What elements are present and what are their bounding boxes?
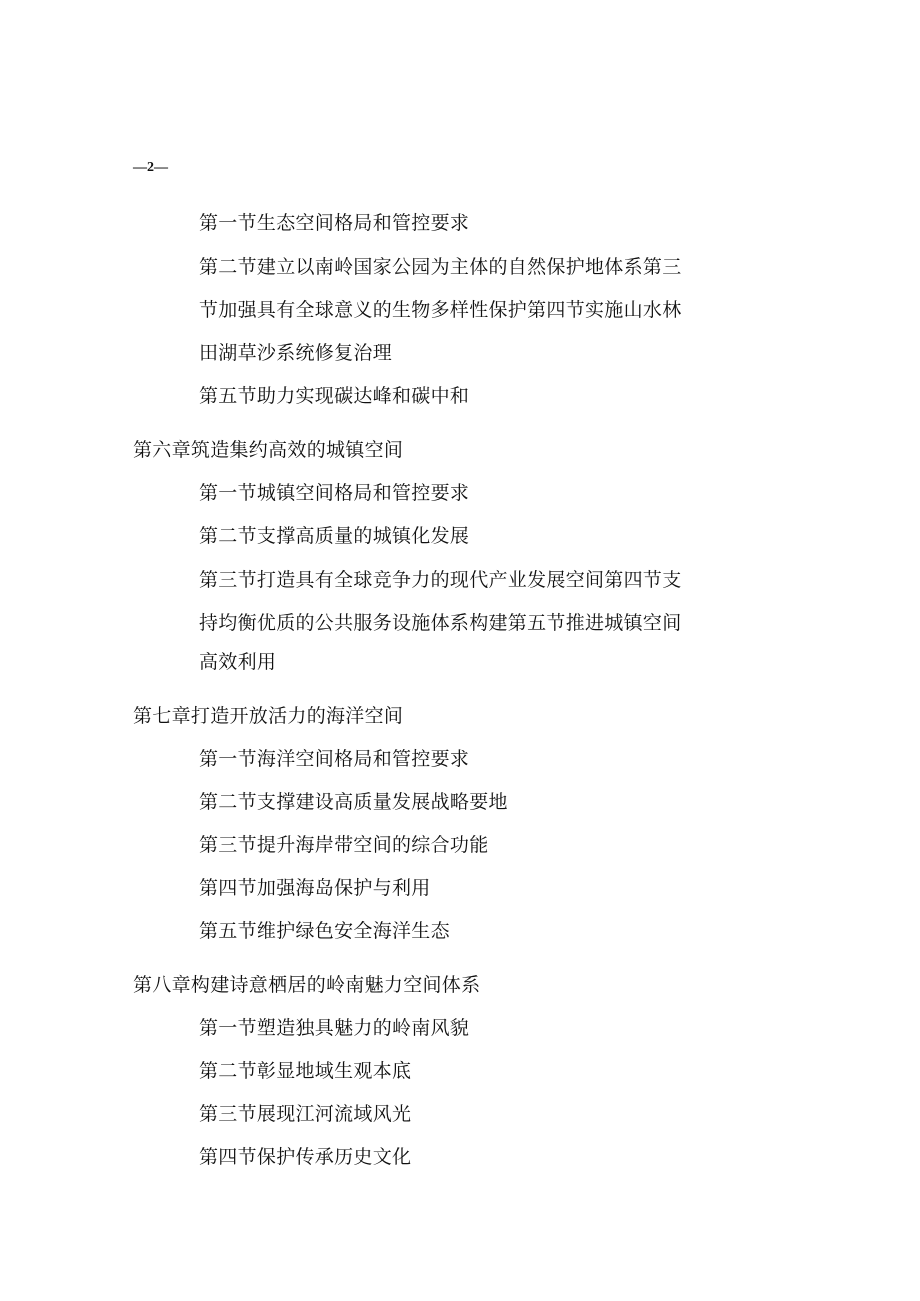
toc-section: 第二节建立以南岭国家公园为主体的自然保护地体系第三: [199, 256, 682, 278]
toc-section: 第二节支撑高质量的城镇化发展: [199, 525, 470, 547]
toc-section: 第五节助力实现碳达峰和碳中和: [199, 385, 470, 407]
toc-chapter: 第六章筑造集约高效的城镇空间: [133, 439, 404, 461]
toc-chapter: 第八章构建诗意栖居的岭南魅力空间体系: [133, 974, 481, 996]
toc-section-continued: 高效利用: [199, 651, 277, 673]
toc-section: 第四节保护传承历史文化: [199, 1146, 412, 1168]
toc-section-continued: 节加强具有全球意义的生物多样性保护第四节实施山水林: [199, 299, 682, 321]
toc-section: 第二节彰显地域生观本底: [199, 1060, 412, 1082]
toc-section: 第三节打造具有全球竞争力的现代产业发展空间第四节支: [199, 569, 682, 591]
toc-section: 第一节海洋空间格局和管控要求: [199, 748, 470, 770]
toc-section: 第三节展现江河流域风光: [199, 1103, 412, 1125]
toc-chapter: 第七章打造开放活力的海洋空间: [133, 705, 404, 727]
toc-section: 第一节城镇空间格局和管控要求: [199, 482, 470, 504]
toc-section-continued: 田湖草沙系统修复治理: [199, 342, 393, 364]
toc-section: 第二节支撑建设高质量发展战略要地: [199, 791, 508, 813]
toc-section-continued: 持均衡优质的公共服务设施体系构建第五节推进城镇空间: [199, 612, 682, 634]
toc-section: 第一节生态空间格局和管控要求: [199, 212, 470, 234]
toc-section: 第一节塑造独具魅力的岭南风貌: [199, 1017, 470, 1039]
toc-section: 第五节维护绿色安全海洋生态: [199, 920, 450, 942]
toc-section: 第三节提升海岸带空间的综合功能: [199, 834, 489, 856]
toc-section: 第四节加强海岛保护与利用: [199, 877, 431, 899]
page-number: —2—: [133, 160, 168, 175]
